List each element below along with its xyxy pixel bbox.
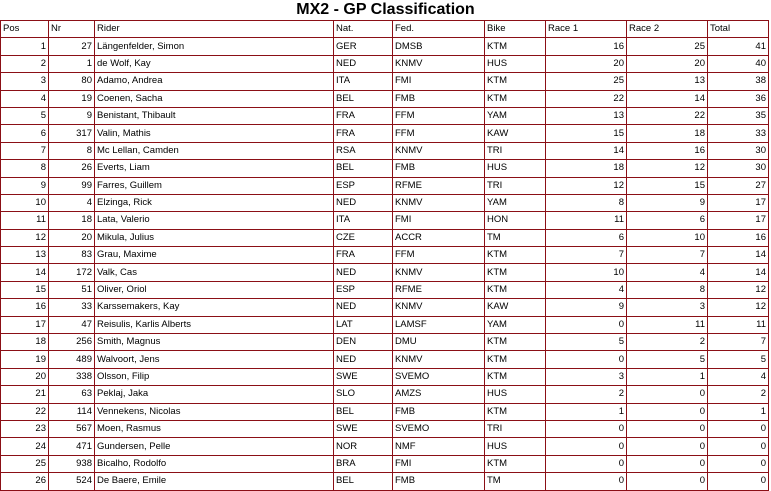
cell-race2: 15 — [627, 177, 708, 194]
table-row — [1, 473, 769, 490]
cell-fed: KNMV — [393, 299, 485, 316]
cell-nr: 51 — [49, 281, 95, 298]
cell-total: 0 — [708, 455, 769, 472]
col-header-bike: Bike — [485, 21, 546, 38]
cell-rider: Walvoort, Jens — [95, 351, 334, 368]
cell-total: 11 — [708, 316, 769, 333]
cell-race2: 3 — [627, 299, 708, 316]
cell-total: 36 — [708, 90, 769, 107]
cell-race1: 16 — [546, 38, 627, 55]
cell-nat: NED — [334, 55, 393, 72]
cell-total: 7 — [708, 334, 769, 351]
table-row — [1, 334, 769, 351]
cell-bike: KTM — [485, 38, 546, 55]
cell-bike: KAW — [485, 299, 546, 316]
col-header-rider: Rider — [95, 21, 334, 38]
table-row — [1, 142, 769, 159]
cell-fed: SVEMO — [393, 420, 485, 437]
cell-race1: 0 — [546, 420, 627, 437]
cell-race1: 3 — [546, 368, 627, 385]
cell-bike: KTM — [485, 334, 546, 351]
cell-race1: 0 — [546, 351, 627, 368]
cell-total: 16 — [708, 229, 769, 246]
cell-nr: 317 — [49, 125, 95, 142]
cell-pos: 12 — [1, 229, 49, 246]
table-row — [1, 281, 769, 298]
cell-total: 17 — [708, 212, 769, 229]
cell-race1: 0 — [546, 438, 627, 455]
cell-fed: FMB — [393, 473, 485, 490]
cell-nr: 489 — [49, 351, 95, 368]
cell-pos: 22 — [1, 403, 49, 420]
cell-rider: Reisulis, Karlis Alberts — [95, 316, 334, 333]
cell-nr: 47 — [49, 316, 95, 333]
cell-fed: ACCR — [393, 229, 485, 246]
cell-race1: 13 — [546, 107, 627, 124]
cell-pos: 11 — [1, 212, 49, 229]
cell-bike: KTM — [485, 351, 546, 368]
cell-bike: HUS — [485, 160, 546, 177]
cell-pos: 15 — [1, 281, 49, 298]
cell-race1: 18 — [546, 160, 627, 177]
cell-total: 14 — [708, 264, 769, 281]
cell-nat: ITA — [334, 212, 393, 229]
cell-race2: 0 — [627, 455, 708, 472]
cell-bike: YAM — [485, 194, 546, 211]
cell-race1: 11 — [546, 212, 627, 229]
cell-nr: 4 — [49, 194, 95, 211]
cell-nr: 524 — [49, 473, 95, 490]
cell-rider: Elzinga, Rick — [95, 194, 334, 211]
cell-nat: NED — [334, 351, 393, 368]
cell-pos: 9 — [1, 177, 49, 194]
cell-fed: FFM — [393, 125, 485, 142]
table-row — [1, 177, 769, 194]
cell-rider: Lata, Valerio — [95, 212, 334, 229]
cell-total: 30 — [708, 142, 769, 159]
cell-nat: NED — [334, 194, 393, 211]
cell-fed: KNMV — [393, 264, 485, 281]
table-row — [1, 229, 769, 246]
cell-nat: ESP — [334, 281, 393, 298]
cell-nr: 19 — [49, 90, 95, 107]
cell-pos: 2 — [1, 55, 49, 72]
cell-race2: 14 — [627, 90, 708, 107]
cell-race2: 10 — [627, 229, 708, 246]
cell-total: 27 — [708, 177, 769, 194]
cell-nat: NOR — [334, 438, 393, 455]
cell-fed: DMU — [393, 334, 485, 351]
table-row — [1, 160, 769, 177]
cell-pos: 24 — [1, 438, 49, 455]
cell-bike: KTM — [485, 368, 546, 385]
cell-rider: Mikula, Julius — [95, 229, 334, 246]
cell-nat: DEN — [334, 334, 393, 351]
cell-race2: 13 — [627, 73, 708, 90]
cell-fed: KNMV — [393, 194, 485, 211]
cell-nat: BEL — [334, 90, 393, 107]
cell-fed: FMB — [393, 160, 485, 177]
cell-bike: TM — [485, 473, 546, 490]
cell-rider: Adamo, Andrea — [95, 73, 334, 90]
cell-race2: 0 — [627, 438, 708, 455]
cell-nr: 33 — [49, 299, 95, 316]
col-header-pos: Pos — [1, 21, 49, 38]
table-row — [1, 264, 769, 281]
cell-race2: 25 — [627, 38, 708, 55]
page-title: MX2 - GP Classification — [296, 1, 475, 18]
cell-pos: 3 — [1, 73, 49, 90]
cell-bike: KAW — [485, 125, 546, 142]
cell-race2: 0 — [627, 403, 708, 420]
col-header-nat: Nat. — [334, 21, 393, 38]
cell-race1: 22 — [546, 90, 627, 107]
cell-race1: 14 — [546, 142, 627, 159]
cell-fed: KNMV — [393, 55, 485, 72]
cell-total: 38 — [708, 73, 769, 90]
cell-bike: KTM — [485, 403, 546, 420]
cell-rider: Smith, Magnus — [95, 334, 334, 351]
cell-pos: 4 — [1, 90, 49, 107]
cell-race2: 16 — [627, 142, 708, 159]
cell-race1: 15 — [546, 125, 627, 142]
cell-pos: 17 — [1, 316, 49, 333]
cell-race2: 18 — [627, 125, 708, 142]
cell-race1: 4 — [546, 281, 627, 298]
results-table — [0, 20, 769, 491]
cell-bike: TRI — [485, 142, 546, 159]
cell-total: 17 — [708, 194, 769, 211]
cell-bike: TRI — [485, 177, 546, 194]
cell-nr: 1 — [49, 55, 95, 72]
table-row — [1, 212, 769, 229]
table-row — [1, 247, 769, 264]
cell-pos: 19 — [1, 351, 49, 368]
table-row — [1, 351, 769, 368]
cell-nat: BEL — [334, 160, 393, 177]
cell-race1: 25 — [546, 73, 627, 90]
cell-total: 1 — [708, 403, 769, 420]
cell-nr: 20 — [49, 229, 95, 246]
cell-bike: KTM — [485, 455, 546, 472]
cell-race2: 2 — [627, 334, 708, 351]
cell-rider: Oliver, Oriol — [95, 281, 334, 298]
cell-rider: Coenen, Sacha — [95, 90, 334, 107]
cell-bike: TM — [485, 229, 546, 246]
cell-nat: BEL — [334, 473, 393, 490]
cell-nr: 567 — [49, 420, 95, 437]
cell-nat: ITA — [334, 73, 393, 90]
cell-total: 12 — [708, 299, 769, 316]
cell-race2: 11 — [627, 316, 708, 333]
cell-race1: 0 — [546, 473, 627, 490]
cell-total: 14 — [708, 247, 769, 264]
cell-rider: Olsson, Filip — [95, 368, 334, 385]
cell-bike: YAM — [485, 107, 546, 124]
cell-race2: 1 — [627, 368, 708, 385]
cell-nat: NED — [334, 264, 393, 281]
cell-bike: KTM — [485, 264, 546, 281]
cell-race2: 5 — [627, 351, 708, 368]
table-row — [1, 38, 769, 55]
cell-race2: 12 — [627, 160, 708, 177]
cell-rider: Karssemakers, Kay — [95, 299, 334, 316]
cell-pos: 18 — [1, 334, 49, 351]
cell-nr: 27 — [49, 38, 95, 55]
table-row — [1, 403, 769, 420]
cell-pos: 10 — [1, 194, 49, 211]
cell-pos: 7 — [1, 142, 49, 159]
cell-race1: 7 — [546, 247, 627, 264]
cell-nr: 172 — [49, 264, 95, 281]
cell-fed: FFM — [393, 107, 485, 124]
cell-race2: 22 — [627, 107, 708, 124]
cell-fed: RFME — [393, 177, 485, 194]
cell-nr: 18 — [49, 212, 95, 229]
cell-nr: 9 — [49, 107, 95, 124]
cell-total: 0 — [708, 438, 769, 455]
cell-rider: Benistant, Thibault — [95, 107, 334, 124]
cell-race1: 9 — [546, 299, 627, 316]
cell-total: 0 — [708, 420, 769, 437]
cell-rider: de Wolf, Kay — [95, 55, 334, 72]
cell-nat: FRA — [334, 125, 393, 142]
cell-nat: BRA — [334, 455, 393, 472]
cell-race2: 0 — [627, 473, 708, 490]
table-row — [1, 90, 769, 107]
cell-race1: 0 — [546, 316, 627, 333]
cell-pos: 20 — [1, 368, 49, 385]
table-row — [1, 107, 769, 124]
cell-fed: FFM — [393, 247, 485, 264]
cell-pos: 16 — [1, 299, 49, 316]
cell-race1: 10 — [546, 264, 627, 281]
cell-total: 35 — [708, 107, 769, 124]
cell-rider: Gundersen, Pelle — [95, 438, 334, 455]
table-row — [1, 368, 769, 385]
cell-race2: 0 — [627, 420, 708, 437]
col-header-nr: Nr — [49, 21, 95, 38]
cell-total: 5 — [708, 351, 769, 368]
cell-race2: 8 — [627, 281, 708, 298]
cell-bike: TRI — [485, 420, 546, 437]
cell-race1: 0 — [546, 455, 627, 472]
cell-race2: 6 — [627, 212, 708, 229]
cell-race2: 4 — [627, 264, 708, 281]
cell-bike: HUS — [485, 438, 546, 455]
cell-rider: Bicalho, Rodolfo — [95, 455, 334, 472]
cell-nr: 938 — [49, 455, 95, 472]
cell-pos: 1 — [1, 38, 49, 55]
table-row — [1, 299, 769, 316]
cell-nat: FRA — [334, 107, 393, 124]
cell-race2: 9 — [627, 194, 708, 211]
table-row — [1, 73, 769, 90]
cell-total: 40 — [708, 55, 769, 72]
col-header-total: Total — [708, 21, 769, 38]
cell-total: 33 — [708, 125, 769, 142]
cell-nr: 80 — [49, 73, 95, 90]
cell-pos: 26 — [1, 473, 49, 490]
col-header-race2: Race 2 — [627, 21, 708, 38]
cell-total: 2 — [708, 386, 769, 403]
table-row — [1, 194, 769, 211]
table-row — [1, 55, 769, 72]
cell-pos: 5 — [1, 107, 49, 124]
cell-nr: 338 — [49, 368, 95, 385]
cell-pos: 6 — [1, 125, 49, 142]
cell-race1: 8 — [546, 194, 627, 211]
cell-race1: 5 — [546, 334, 627, 351]
cell-pos: 8 — [1, 160, 49, 177]
cell-race1: 12 — [546, 177, 627, 194]
table-row — [1, 420, 769, 437]
cell-rider: Moen, Rasmus — [95, 420, 334, 437]
cell-nr: 63 — [49, 386, 95, 403]
header-row — [1, 21, 769, 38]
cell-nat: SLO — [334, 386, 393, 403]
cell-rider: Farres, Guillem — [95, 177, 334, 194]
cell-rider: Grau, Maxime — [95, 247, 334, 264]
cell-nr: 99 — [49, 177, 95, 194]
cell-nr: 83 — [49, 247, 95, 264]
cell-nr: 471 — [49, 438, 95, 455]
cell-fed: FMB — [393, 90, 485, 107]
table-row — [1, 386, 769, 403]
cell-total: 0 — [708, 473, 769, 490]
cell-race1: 1 — [546, 403, 627, 420]
table-row — [1, 316, 769, 333]
cell-fed: FMI — [393, 212, 485, 229]
cell-nat: FRA — [334, 247, 393, 264]
cell-rider: Vennekens, Nicolas — [95, 403, 334, 420]
cell-rider: De Baere, Emile — [95, 473, 334, 490]
results-body — [1, 38, 769, 490]
cell-nat: GER — [334, 38, 393, 55]
cell-rider: Valk, Cas — [95, 264, 334, 281]
cell-bike: KTM — [485, 73, 546, 90]
cell-total: 30 — [708, 160, 769, 177]
cell-race1: 6 — [546, 229, 627, 246]
cell-fed: FMI — [393, 455, 485, 472]
cell-nr: 8 — [49, 142, 95, 159]
cell-bike: KTM — [485, 247, 546, 264]
table-row — [1, 438, 769, 455]
cell-pos: 25 — [1, 455, 49, 472]
cell-nat: BEL — [334, 403, 393, 420]
cell-nat: CZE — [334, 229, 393, 246]
cell-nat: NED — [334, 299, 393, 316]
table-row — [1, 455, 769, 472]
table-row — [1, 125, 769, 142]
cell-fed: KNMV — [393, 142, 485, 159]
cell-race1: 2 — [546, 386, 627, 403]
cell-fed: FMI — [393, 73, 485, 90]
cell-race2: 0 — [627, 386, 708, 403]
cell-bike: HON — [485, 212, 546, 229]
cell-nat: SWE — [334, 368, 393, 385]
cell-rider: Valin, Mathis — [95, 125, 334, 142]
cell-pos: 21 — [1, 386, 49, 403]
cell-nat: SWE — [334, 420, 393, 437]
cell-pos: 23 — [1, 420, 49, 437]
cell-total: 4 — [708, 368, 769, 385]
cell-rider: Mc Lellan, Camden — [95, 142, 334, 159]
cell-rider: Peklaj, Jaka — [95, 386, 334, 403]
cell-bike: HUS — [485, 386, 546, 403]
cell-pos: 13 — [1, 247, 49, 264]
cell-nat: LAT — [334, 316, 393, 333]
cell-race2: 7 — [627, 247, 708, 264]
cell-fed: LAMSF — [393, 316, 485, 333]
col-header-race1: Race 1 — [546, 21, 627, 38]
cell-nat: ESP — [334, 177, 393, 194]
cell-total: 12 — [708, 281, 769, 298]
cell-total: 41 — [708, 38, 769, 55]
cell-bike: KTM — [485, 90, 546, 107]
cell-race2: 20 — [627, 55, 708, 72]
cell-pos: 14 — [1, 264, 49, 281]
cell-nat: RSA — [334, 142, 393, 159]
cell-nr: 26 — [49, 160, 95, 177]
cell-fed: NMF — [393, 438, 485, 455]
cell-fed: FMB — [393, 403, 485, 420]
cell-rider: Längenfelder, Simon — [95, 38, 334, 55]
cell-bike: HUS — [485, 55, 546, 72]
cell-race1: 20 — [546, 55, 627, 72]
cell-fed: SVEMO — [393, 368, 485, 385]
col-header-fed: Fed. — [393, 21, 485, 38]
cell-rider: Everts, Liam — [95, 160, 334, 177]
cell-fed: RFME — [393, 281, 485, 298]
cell-fed: KNMV — [393, 351, 485, 368]
cell-fed: AMZS — [393, 386, 485, 403]
cell-bike: YAM — [485, 316, 546, 333]
cell-fed: DMSB — [393, 38, 485, 55]
cell-bike: KTM — [485, 281, 546, 298]
cell-nr: 256 — [49, 334, 95, 351]
cell-nr: 114 — [49, 403, 95, 420]
